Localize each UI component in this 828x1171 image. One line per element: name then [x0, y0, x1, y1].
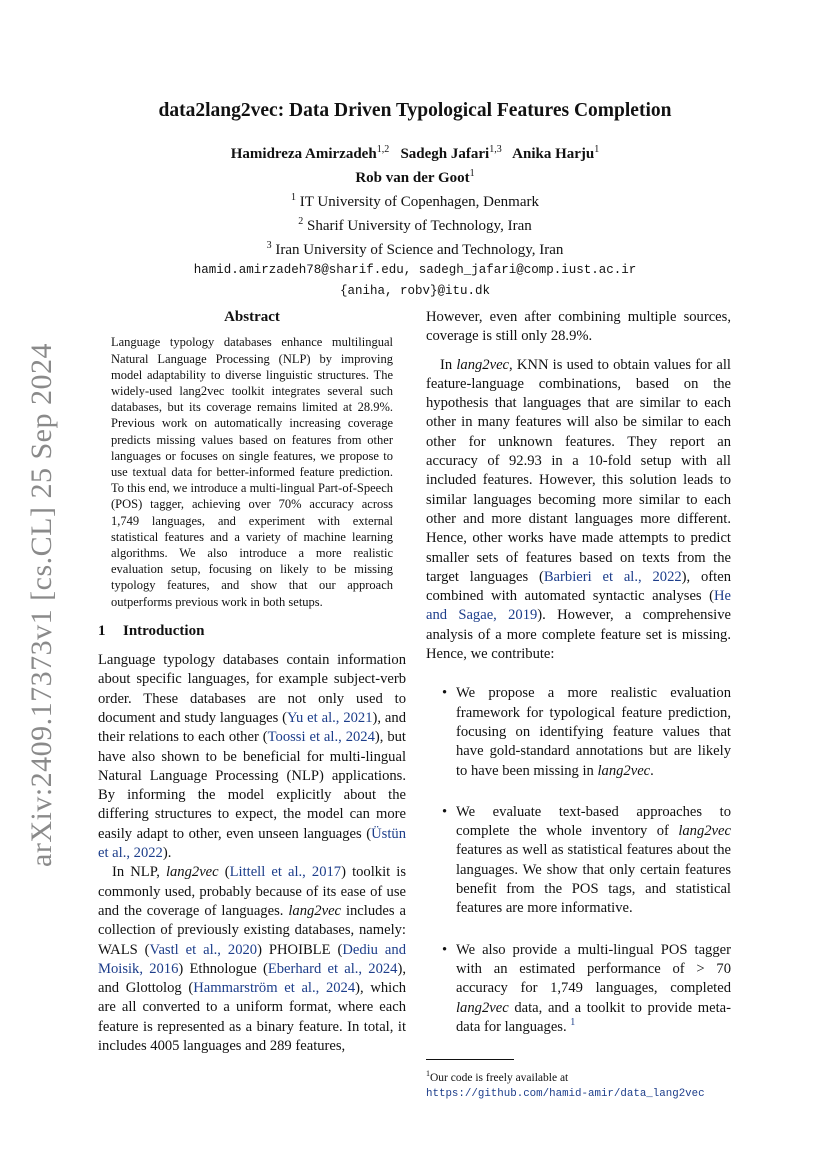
footnote-ref[interactable]: 1 [570, 1016, 576, 1028]
author-name: Rob van der Goot [355, 170, 470, 186]
citation-link[interactable]: Toossi et al., 2024 [267, 729, 375, 746]
citation-link[interactable]: Vastl et al., 2020 [149, 941, 258, 958]
list-item: • We also provide a multi-lingual POS tagger with an estimated performance of > 70 accuracy for 1,749 languages, completed lang2vec data, and a toolkit to provide meta-data for languages. $^1$ [456, 941, 731, 1037]
paragraph: In lang2vec, KNN is used to obtain values for all feature-language combinations, based on the hypothesis that languages that are similar to each other in many features will also be similar to each other for unknown features. They report an accuracy of 92.93 in a 10-fold setup with all included features. However, this solution leads to similar languages becoming more similar to each other and more distant languages more different. Hence, other works have made attempts to predict smaller sets of features based on texts from the target languages (Barbieri et al., 2022), often combined with automated syntactic analyses (He and Sagae, 2019). However, a comprehensive analysis of a more complete feature set is missing. Hence, we contribute: [426, 356, 731, 663]
citation-link[interactable]: Eberhard et al., 2024 [267, 960, 398, 977]
email-line-2: {aniha, robv}@itu.dk [339, 284, 491, 298]
affiliation: $^3$ Iran University of Science and Technology, Iran [266, 240, 564, 258]
author-line-1 [95, 140, 735, 164]
arxiv-stamp-text: arXiv:2409.17373v1 [cs.CL] 25 Sep 2024 [25, 343, 59, 867]
author-affil: 1,3 [489, 144, 502, 155]
abstract-heading: Abstract [224, 309, 280, 325]
citation-link[interactable]: He and Sagae, 2019 [426, 588, 731, 624]
author-name: Anika Harju [512, 146, 595, 162]
paragraph: However, even after combining multiple sources, coverage is still only 28.9%. [426, 309, 731, 345]
code-url-link[interactable]: https://github.com/hamid-amir/data_lang2vec [426, 1087, 705, 1100]
abstract-text: Language typology databases enhance multilingual Natural Language Processing (NLP) by improving model adaptability to diverse linguistic structures. The widely-used lang2vec toolkit integrates several such databases, but its coverage remains limited at 28.9%. Previous work on automatically increasing coverage predicts missing values based on features from other languages or focuses on single features, we propose to use textual data for better-informed feature prediction. To this end, we introduce a multi-lingual Part-of-Speech (POS) tagger, achieving over 70% accuracy across 1,749 languages, and experiment with external statistical features and a variety of machine learning algorithms. We also introduce a more realistic evaluation setup, focusing on likely to be missing typology features, and show that our approach outperforms previous work in both setups. [111, 335, 393, 609]
author-line-2 [95, 164, 735, 188]
email-line-1: hamid.amirzadeh78@sharif.edu, sadegh_jafari@comp.iust.ac.ir [193, 263, 637, 277]
author-affil: 1 [469, 168, 475, 179]
paper-title: data2lang2vec: Data Driven Typological Features Completion [158, 100, 672, 121]
section-title: Introduction [123, 622, 205, 639]
citation-link[interactable]: Yu et al., 2021 [287, 709, 373, 726]
right-column [426, 308, 731, 1102]
paper-header [95, 100, 735, 302]
affiliation: $^1$ IT University of Copenhagen, Denmark [291, 192, 539, 210]
left-column [98, 308, 406, 1056]
author-affil: 1,2 [376, 144, 390, 155]
footnote-divider [426, 1059, 514, 1060]
citation-link[interactable]: Barbieri et al., 2022 [543, 568, 682, 585]
list-item: • We propose a more realistic evaluation framework for typological feature prediction, focusing on identifying feature values that have gold-standard annotations but are likely to have been missing in lang2vec. [456, 684, 731, 780]
footnote: $^1$Our code is freely available at https://github.com/hamid-amir/data_lang2vec [426, 1069, 705, 1100]
affiliation: $^2$ Sharif University of Technology, Iran [298, 216, 532, 234]
contribution-list [426, 684, 731, 1037]
citation-link[interactable]: Hammarström et al., 2024 [193, 980, 356, 997]
citation-link[interactable]: Littell et al., 2017 [229, 864, 342, 881]
author-name: Hamidreza Amirzadeh [230, 146, 377, 162]
list-item: • We evaluate text-based approaches to complete the whole inventory of lang2vec features as well as statistical features about the languages. We show that only certain features benefit from the POS tags, and statistical features are more informative. [456, 803, 731, 919]
citation-link[interactable]: Üstün et al., 2022 [98, 825, 406, 862]
section-heading [98, 622, 406, 641]
arxiv-stamp [22, 343, 62, 867]
section-number: 1 [98, 622, 106, 639]
author-affil: 1 [594, 144, 600, 155]
paragraph: In NLP, lang2vec (Littell et al., 2017) toolkit is commonly used, probably because of its ease of use and the coverage of languages. lang2vec includes a collection of previously existing databases, namely: WALS (Vastl et al., 2020) PHOIBLE (Dediu and Moisik, 2016) Ethnologue (Eberhard et al., 2024), and Glottolog (Hammarström et al., 2024), which are all converted to a uniform format, where each feature is represented as a binary feature. In total, it includes 4005 languages and 289 features, [98, 864, 406, 1054]
paragraph: Language typology databases contain information about specific languages, for example subject-verb order. These databases are not only used to document and study languages (Yu et al., 2021), and their relations to each other (Toossi et al., 2024), but have also shown to be beneficial for multi-lingual Natural Language Processing (NLP) applications. By informing the model explicitly about the differing structures to expect, the model can more easily adapt to other, even unseen languages (Üstün et al., 2022). [98, 652, 406, 862]
author-name: Sadegh Jafari [400, 146, 490, 162]
citation-link[interactable]: Dediu and Moisik, 2016 [98, 941, 406, 977]
